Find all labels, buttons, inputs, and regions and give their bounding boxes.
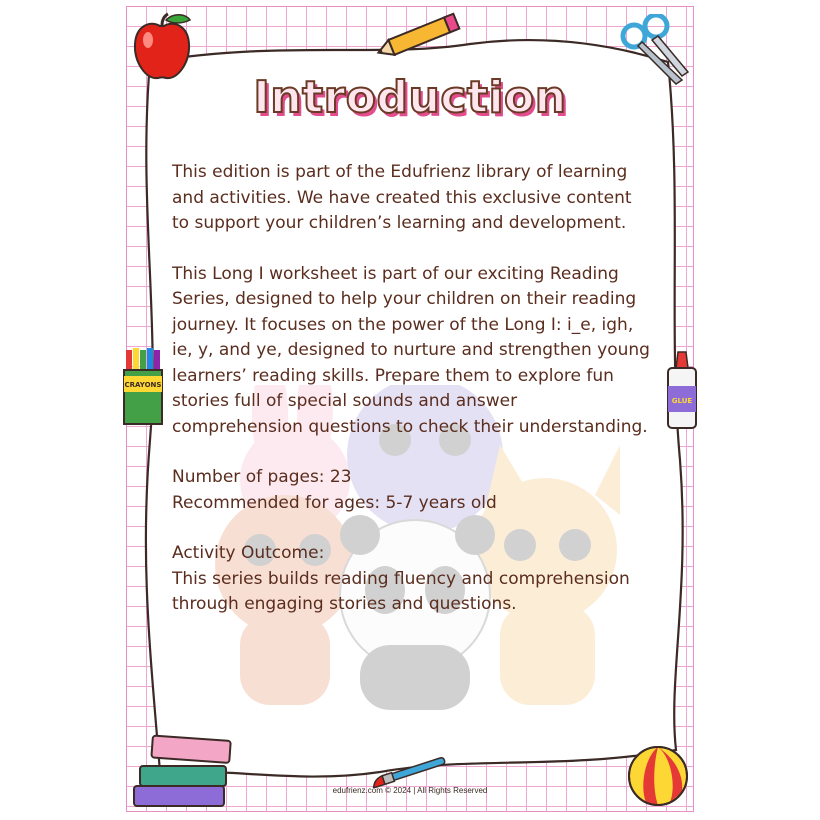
ball-icon (626, 744, 690, 808)
intro-paragraph-1: This edition is part of the Edufrienz library of learning and activities. We have created this exclusive content to support your children’s learning and development. (172, 162, 632, 233)
page-count: Number of pages: 23 (172, 467, 352, 487)
crayon-box-icon (122, 346, 164, 428)
age-range: Recommended for ages: 5-7 years old (172, 492, 497, 513)
page-title: Introduction (253, 72, 567, 123)
activity-outcome-heading: Activity Outcome: (172, 543, 325, 563)
pencil-icon (372, 10, 468, 66)
copyright-footer: edufrienz.com © 2024 | All Rights Reserved (332, 786, 488, 795)
book-stack-icon (128, 730, 238, 812)
intro-paragraph-2: This Long I worksheet is part of our exciting Reading Series, designed to help your children on their reading journey. It focuses on the power of the Long I: i_e, igh, ie, y, and ye, designed to nurture and strengthen young learners’ reading skills. Prepare them to explore fun stories full of special sounds and answer comprehension questions to check their understanding. (172, 263, 650, 437)
activity-outcome-text: This series builds reading fluency and comprehension through engaging stories and questions. (172, 568, 630, 614)
paintbrush-icon (370, 752, 462, 788)
glue-bottle-icon (664, 350, 700, 430)
crayon-box-label: CRAYONS (124, 381, 162, 389)
intro-body (172, 160, 652, 618)
glue-label: GLUE (671, 397, 693, 405)
